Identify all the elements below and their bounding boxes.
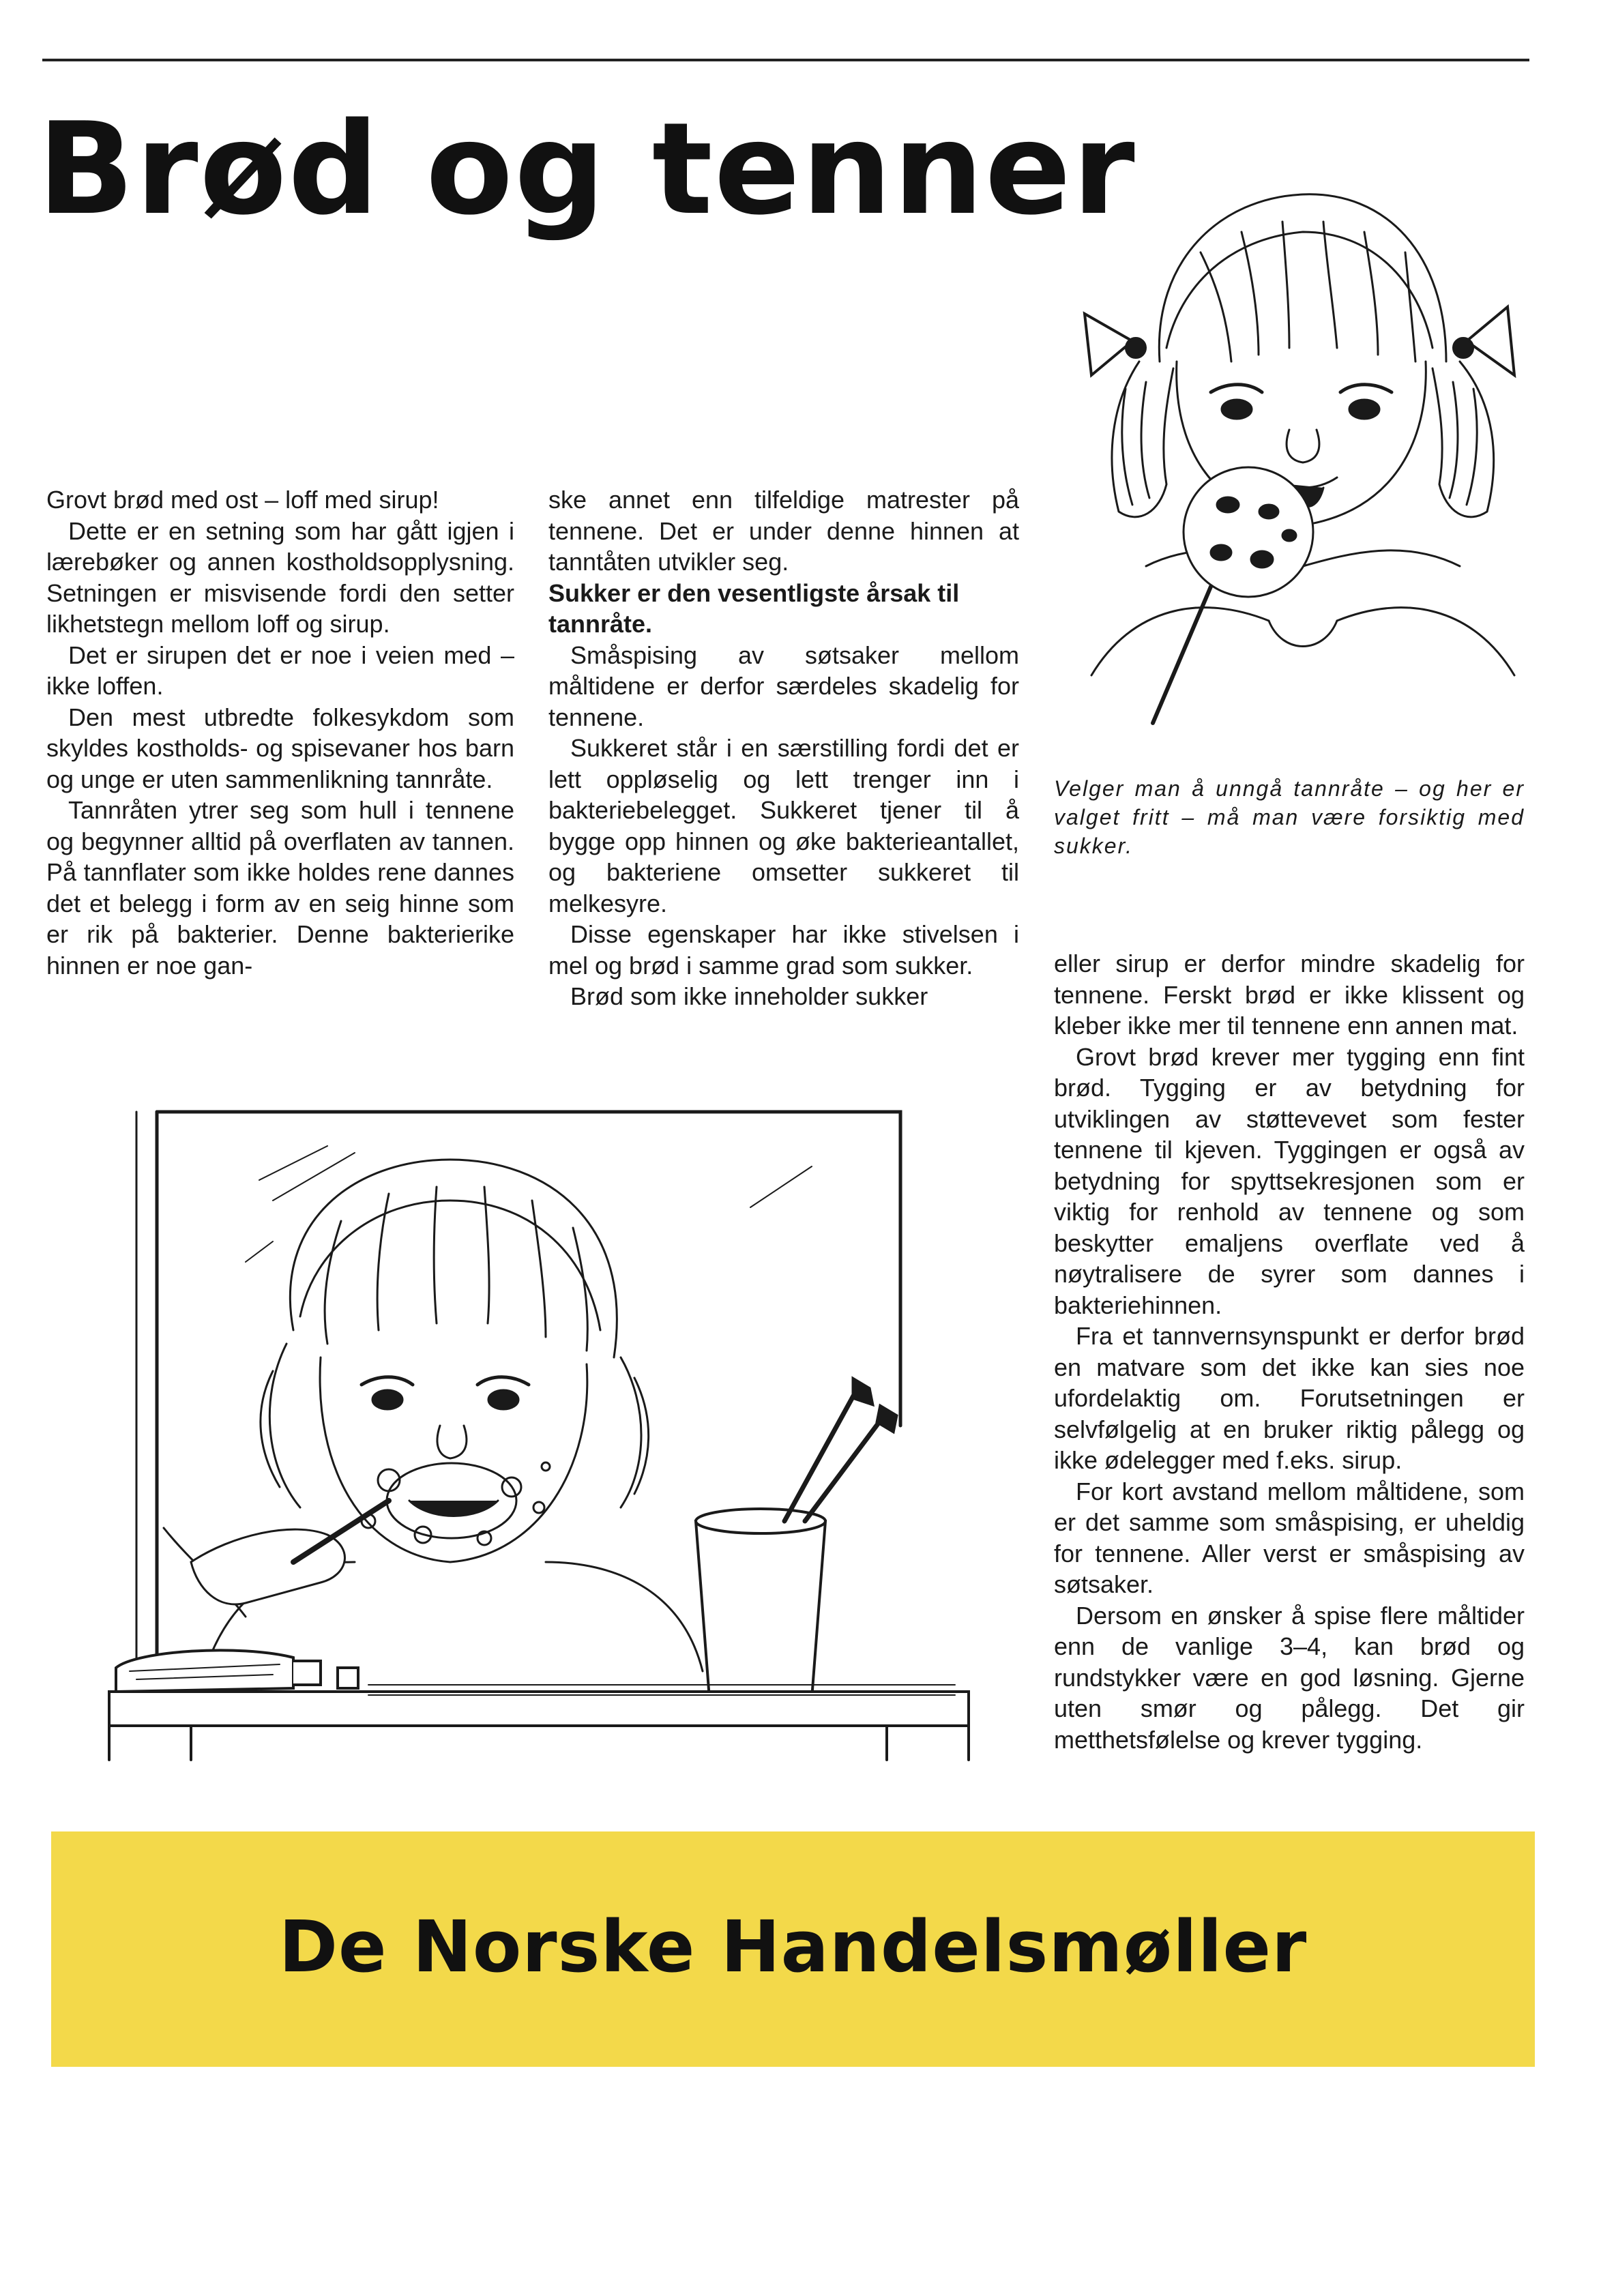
hand-and-toothbrush [191, 1501, 389, 1604]
article-column-3 [1054, 948, 1525, 1755]
cup-with-toothbrushes [696, 1378, 897, 1698]
advertiser-name: De Norske Handelsmøller [278, 1904, 1308, 1988]
child-hair [261, 1160, 649, 1507]
child-brushing-teeth-illustration [68, 1085, 1016, 1773]
paragraph: Sukkeret står i en særstilling fordi det er lett oppløselig og lett trenger inn i bakteriebelegget. Sukkeret tjener til å bygge opp hinnen og øke bakterieantallet, og bakteriene omsetter sukkeret til melkesyre. [548, 734, 1019, 917]
girl-hair [1112, 194, 1494, 517]
paragraph: eller sirup er derfor mindre skadelig for tennene. Ferskt brød er ikke klissent og kleber ikke mer til tennene enn annen mat. [1054, 950, 1525, 1040]
paragraph: Fra et tannvernsynspunkt er derfor brød en matvare som det ikke kan sies noe ufordelaktig om. Forutsetningen er selvfølgelig at en bruker riktig pålegg og ikke ødelegger med f.eks. sirup. [1054, 1322, 1525, 1474]
article-title: Brød og tenner [38, 95, 1136, 243]
lead-paragraph: Grovt brød med ost – loff med sirup! [46, 486, 439, 514]
lollipop [1153, 467, 1313, 723]
girl-with-lollipop-illustration [1064, 157, 1535, 764]
mirror-reflections [246, 1146, 812, 1262]
paragraph: Tannråten ytrer seg som hull i tennene og begynner alltid på overflaten av tannen. På tannflater som ikke holdes rene dannes det et belegg i form av en seig hinne som er rik på bakterier. Denne bakterierike hinnen er noe gan- [46, 796, 514, 980]
paragraph: ske annet enn tilfeldige matrester på tennene. Det er under denne hinnen at tanntåten utvikler seg. [548, 486, 1019, 576]
paragraph: For kort avstand mellom måltidene, som er det samme som småspising, er uheldig for tennene. Aller verst er småspising av søtsaker. [1054, 1477, 1525, 1598]
article-column-2 [548, 484, 1019, 1012]
paragraph: Dette er en setning som har gått igjen i lærebøker og annen kostholdsopplysning. Setningen er misvisende fordi den setter likhetstegn mellom loff og sirup. [46, 516, 514, 638]
paragraph: Brød som ikke inneholder sukker [570, 982, 928, 1010]
shelf-with-toothpaste [109, 1650, 969, 1760]
paragraph: Disse egenskaper har ikke stivelsen i mel og brød i samme grad som sukker. [548, 920, 1019, 980]
paragraph: Småspising av søtsaker mellom måltidene er derfor særdeles skadelig for tennene. [548, 641, 1019, 731]
advertiser-banner [51, 1831, 1535, 2067]
girl-collar [1091, 550, 1514, 675]
girl-bows [1085, 307, 1514, 375]
paragraph: Grovt brød krever mer tygging enn fint brød. Tygging er av betydning for utviklingen av støttevevet som fester tennene til kjeven. Tyggingen er også av betydning for spyttsekresjonen som er viktig for renhold av tennene og som beskytter emaljens overflate ved å nøytralisere de syrer som dannes i bakteriehinnen. [1054, 1042, 1525, 1319]
article-column-1 [46, 484, 514, 981]
top-rule [42, 59, 1529, 61]
emphasis-statement: Sukker er den vesentligste årsak til tannråte. [548, 578, 960, 638]
paragraph: Den mest utbredte folkesykdom som skyldes kostholds- og spisevaner hos barn og unge er uten sammenlikning tannråte. [46, 703, 514, 793]
paragraph: Dersom en ønsker å spise flere måltider enn de vanlige 3–4, kan brød og rundstykker være en god løsning. Gjerne uten smør og pålegg. Det gir metthetsfølelse og krever tygging. [1054, 1601, 1525, 1754]
child-face [320, 1357, 587, 1562]
illustration-caption: Velger man å unngå tannråte – og her er valget fritt – må man være forsiktig med sukker. [1054, 776, 1525, 858]
paragraph: Det er sirupen det er noe i veien med – ikke loffen. [46, 641, 514, 700]
